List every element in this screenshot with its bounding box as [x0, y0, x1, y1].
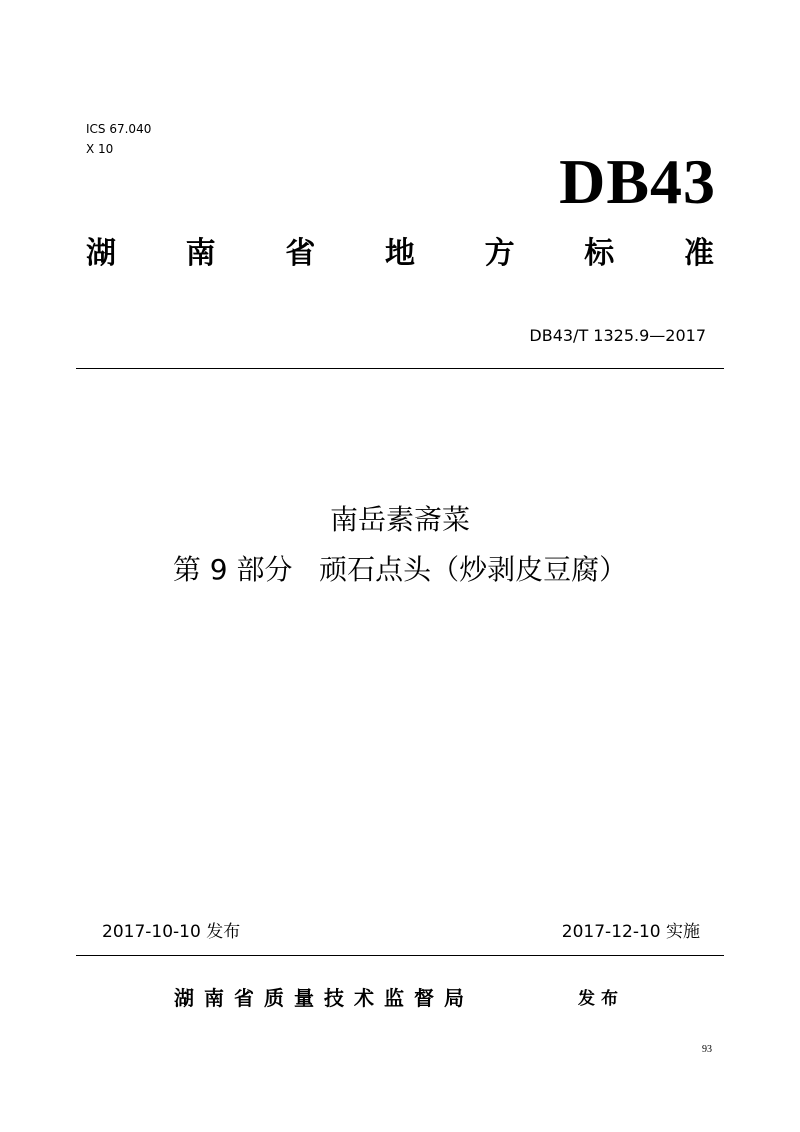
standard-type-char: 湖 — [86, 236, 116, 271]
standard-type-char: 南 — [185, 236, 216, 271]
db-code-logo: DB43 — [559, 146, 716, 217]
document-title-part: 第 9 部分 顽石点头（炒剥皮豆腐） — [172, 553, 628, 586]
issue-date: 2017-10-10 发布 — [102, 922, 241, 942]
header-divider — [76, 368, 724, 369]
standard-type-heading — [86, 232, 714, 276]
ics-code: ICS 67.040 — [86, 122, 152, 136]
implementation-date: 2017-12-10 实施 — [561, 922, 700, 942]
standard-number: DB43/T 1325.9—2017 — [529, 326, 706, 345]
document-title-main: 南岳素斋菜 — [329, 503, 470, 536]
standard-type-char: 准 — [683, 236, 714, 271]
publish-label: 发布 — [578, 989, 624, 1009]
footer-divider — [76, 955, 724, 956]
page-number: 93 — [702, 1044, 712, 1055]
classification-code: X 10 — [86, 142, 114, 156]
standard-type-char: 标 — [584, 236, 615, 271]
standard-type-char: 地 — [384, 236, 415, 271]
standard-type-char: 方 — [484, 236, 515, 271]
publisher-name: 湖南省质量技术监督局 — [174, 986, 474, 1010]
standard-type-char: 省 — [285, 236, 316, 271]
